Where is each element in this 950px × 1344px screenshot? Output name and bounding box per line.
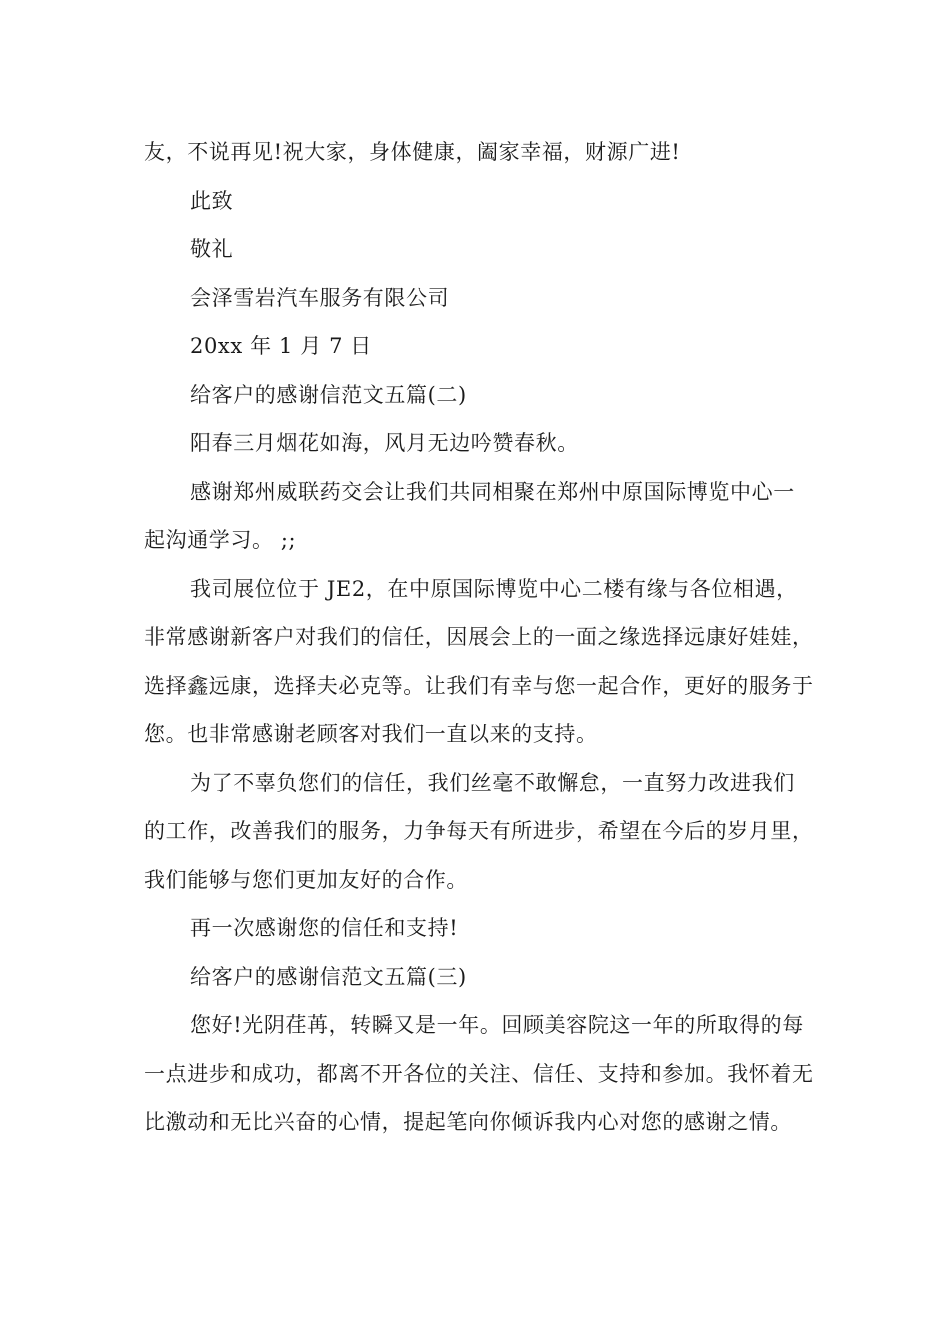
paragraph-thanks-again: 再一次感谢您的信任和支持! — [190, 916, 459, 940]
paragraph-booth-info: 我司展位位于 JE2，在中原国际博览中心二楼有缘与各位相遇，非常感谢新客户对我们的信任，因展会上的一面之缘选择远康好娃娃，选择鑫远康，选择夫必克等。让我们有幸与您一起合作，更好的服务于您。也非常感谢老顾客对我们一直以来的支持。 — [144, 576, 814, 746]
paragraph-opening-line: 阳春三月烟花如海，风月无边吟赞春秋。 — [190, 431, 579, 455]
paragraph-signature-date: 20xx 年 1 月 7 日 — [190, 334, 372, 358]
paragraph-salutation-1: 此致 — [190, 188, 234, 213]
paragraph-closing-wishes: 友，不说再见!祝大家，身体健康，阖家幸福，财源广进! — [144, 140, 681, 164]
paragraph-thanks-expo: 感谢郑州威联药交会让我们共同相聚在郑州中原国际博览中心一起沟通学习。 ;; — [144, 479, 795, 552]
paragraph-signature-company: 会泽雪岩汽车服务有限公司 — [190, 285, 450, 310]
paragraph-commitment: 为了不辜负您们的信任，我们丝毫不敢懈怠，一直努力改进我们的工作，改善我们的服务，力争每天有所进步，希望在今后的岁月里，我们能够与您们更加友好的合作。 — [144, 770, 814, 892]
document-body — [144, 128, 816, 1147]
section-heading-3: 给客户的感谢信范文五篇(三) — [190, 964, 467, 989]
paragraph-greeting-year: 您好!光阴荏苒，转瞬又是一年。回顾美容院这一年的所取得的每一点进步和成功，都离不开各位的关注、信任、支持和参加。我怀着无比激动和无比兴奋的心情，提起笔向你倾诉我内心对您的感谢之情。 — [144, 1013, 814, 1134]
section-heading-2: 给客户的感谢信范文五篇(二) — [190, 382, 467, 407]
paragraph-salutation-2: 敬礼 — [190, 237, 234, 261]
